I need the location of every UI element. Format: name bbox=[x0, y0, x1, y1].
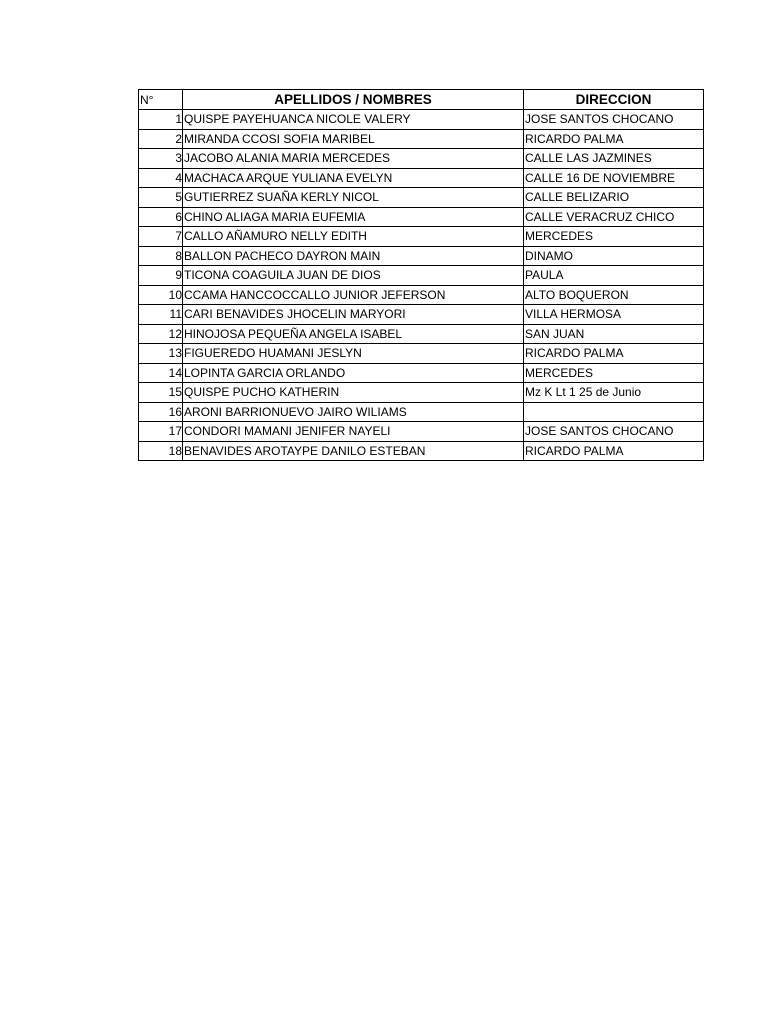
row-number: 6 bbox=[139, 207, 183, 227]
row-address: CALLE BELIZARIO bbox=[524, 188, 704, 208]
table-row bbox=[139, 383, 704, 403]
row-number: 14 bbox=[139, 363, 183, 383]
header-address: DIRECCION bbox=[524, 90, 704, 110]
header-number: N° bbox=[139, 90, 183, 110]
row-number: 17 bbox=[139, 422, 183, 442]
row-address: CALLE LAS JAZMINES bbox=[524, 149, 704, 169]
row-number: 11 bbox=[139, 305, 183, 325]
row-address: SAN JUAN bbox=[524, 324, 704, 344]
table-row bbox=[139, 402, 704, 422]
row-name: QUISPE PAYEHUANCA NICOLE VALERY bbox=[183, 110, 524, 130]
row-name: BENAVIDES AROTAYPE DANILO ESTEBAN bbox=[183, 441, 524, 461]
header-name: APELLIDOS / NOMBRES bbox=[183, 90, 524, 110]
row-address: DINAMO bbox=[524, 246, 704, 266]
row-number: 5 bbox=[139, 188, 183, 208]
row-address: RICARDO PALMA bbox=[524, 129, 704, 149]
header-row bbox=[139, 90, 704, 110]
table-row bbox=[139, 285, 704, 305]
row-address: JOSE SANTOS CHOCANO bbox=[524, 422, 704, 442]
row-address: ALTO BOQUERON bbox=[524, 285, 704, 305]
row-address: VILLA HERMOSA bbox=[524, 305, 704, 325]
row-number: 9 bbox=[139, 266, 183, 286]
row-name: CONDORI MAMANI JENIFER NAYELI bbox=[183, 422, 524, 442]
row-name: JACOBO ALANIA MARIA MERCEDES bbox=[183, 149, 524, 169]
row-number: 18 bbox=[139, 441, 183, 461]
table-body bbox=[139, 110, 704, 461]
row-number: 4 bbox=[139, 168, 183, 188]
row-number: 15 bbox=[139, 383, 183, 403]
row-name: LOPINTA GARCIA ORLANDO bbox=[183, 363, 524, 383]
table-row bbox=[139, 246, 704, 266]
table-row bbox=[139, 305, 704, 325]
row-name: CARI BENAVIDES JHOCELIN MARYORI bbox=[183, 305, 524, 325]
row-name: ARONI BARRIONUEVO JAIRO WILIAMS bbox=[183, 402, 524, 422]
row-address: MERCEDES bbox=[524, 227, 704, 247]
table-row bbox=[139, 149, 704, 169]
table-row bbox=[139, 188, 704, 208]
table-row bbox=[139, 129, 704, 149]
row-address bbox=[524, 402, 704, 422]
row-name: CCAMA HANCCOCCALLO JUNIOR JEFERSON bbox=[183, 285, 524, 305]
row-address: Mz K Lt 1 25 de Junio bbox=[524, 383, 704, 403]
row-name: TICONA COAGUILA JUAN DE DIOS bbox=[183, 266, 524, 286]
row-name: QUISPE PUCHO KATHERIN bbox=[183, 383, 524, 403]
row-name: BALLON PACHECO DAYRON MAIN bbox=[183, 246, 524, 266]
row-name: HINOJOSA PEQUEÑA ANGELA ISABEL bbox=[183, 324, 524, 344]
table-row bbox=[139, 266, 704, 286]
table-row bbox=[139, 441, 704, 461]
row-number: 1 bbox=[139, 110, 183, 130]
row-name: MIRANDA CCOSI SOFIA MARIBEL bbox=[183, 129, 524, 149]
row-address: RICARDO PALMA bbox=[524, 441, 704, 461]
row-address: JOSE SANTOS CHOCANO bbox=[524, 110, 704, 130]
table-row bbox=[139, 324, 704, 344]
row-number: 7 bbox=[139, 227, 183, 247]
row-number: 10 bbox=[139, 285, 183, 305]
table-row bbox=[139, 227, 704, 247]
table-row bbox=[139, 110, 704, 130]
row-address: PAULA bbox=[524, 266, 704, 286]
table-row bbox=[139, 344, 704, 364]
row-address: CALLE 16 DE NOVIEMBRE bbox=[524, 168, 704, 188]
row-number: 12 bbox=[139, 324, 183, 344]
row-number: 2 bbox=[139, 129, 183, 149]
table-row bbox=[139, 168, 704, 188]
row-number: 13 bbox=[139, 344, 183, 364]
row-name: FIGUEREDO HUAMANI JESLYN bbox=[183, 344, 524, 364]
table-row bbox=[139, 422, 704, 442]
table-row bbox=[139, 363, 704, 383]
row-name: CHINO ALIAGA MARIA EUFEMIA bbox=[183, 207, 524, 227]
row-name: CALLO AÑAMURO NELLY EDITH bbox=[183, 227, 524, 247]
table-header bbox=[139, 90, 704, 110]
row-address: RICARDO PALMA bbox=[524, 344, 704, 364]
row-address: CALLE VERACRUZ CHICO bbox=[524, 207, 704, 227]
student-address-table bbox=[138, 89, 704, 461]
row-number: 8 bbox=[139, 246, 183, 266]
row-name: GUTIERREZ SUAÑA KERLY NICOL bbox=[183, 188, 524, 208]
row-name: MACHACA ARQUE YULIANA EVELYN bbox=[183, 168, 524, 188]
table-row bbox=[139, 207, 704, 227]
row-address: MERCEDES bbox=[524, 363, 704, 383]
row-number: 3 bbox=[139, 149, 183, 169]
row-number: 16 bbox=[139, 402, 183, 422]
